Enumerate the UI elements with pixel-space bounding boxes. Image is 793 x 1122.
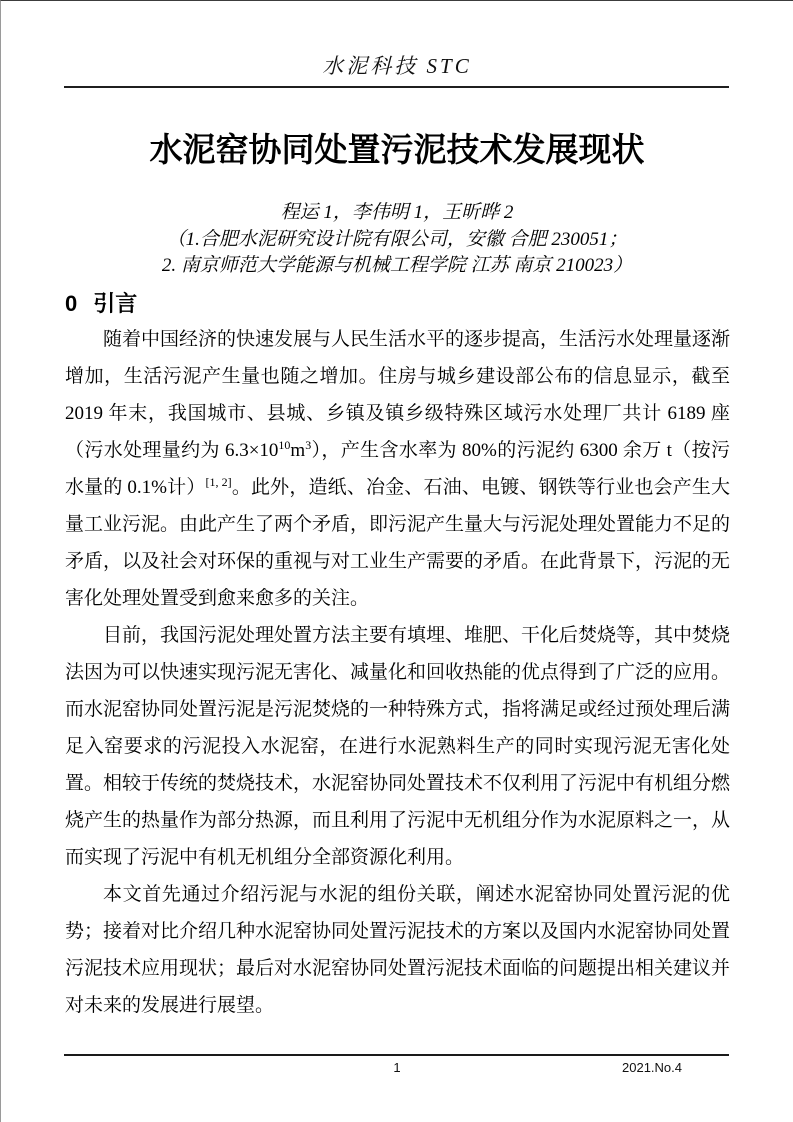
section-heading: [65, 287, 137, 318]
affiliation-line-1: （1.合肥水泥研究设计院有限公司，安徽 合肥 230051；: [166, 229, 628, 250]
journal-header: 水泥科技 STC: [322, 54, 472, 78]
footer-rule: [64, 1054, 729, 1056]
article-title: 水泥窑协同处置污泥技术发展现状: [149, 131, 645, 168]
section-title: 引言: [93, 291, 138, 316]
paragraph: 本文首先通过介绍污泥与水泥的组份关联，阐述水泥窑协同处置污泥的优势；接着对比介绍几种水泥窑协同处置污泥技术的方案以及国内水泥窑协同处置污泥技术应用现状；最后对水泥窑协同处置污泥技术面临的问题提出相关建议并对未来的发展进行展望。: [65, 884, 731, 1016]
header-rule: [64, 86, 729, 88]
authors-line: 程运 1，李伟明 1，王昕晔 2: [280, 202, 514, 223]
footer-issue-label: 2021.No.4: [622, 1060, 682, 1075]
paragraph: 随着中国经济的快速发展与人民生活水平的逐步提高，生活污水处理量逐渐增加，生活污泥产生量也随之增加。住房与城乡建设部公布的信息显示，截至 2019 年末，我国城市、县城、乡镇及镇乡级特殊区域污水处理厂共计 6189 座（污水处理量约为 $6.3\times 10^{10}m^3$），产生含水率为 80%的污泥约 6300 余万 t（按污水量的 0.1%计）[1, 2]。此外，造纸、冶金、石油、电镀、钢铁等行业也会产生大量工业污泥。由此产生了两个矛盾，即污泥产生量大与污泥处理处置能力不足的矛盾，以及社会对环保的重视与对工业生产需要的矛盾。在此背景下，污泥的无害化处理处置受到愈来愈多的关注。: [65, 329, 731, 609]
footer-page-number: 1: [393, 1060, 401, 1075]
article-body: [65, 321, 730, 1024]
section-number: 0: [65, 291, 78, 316]
superscript-reference: 10: [278, 438, 291, 452]
paragraph: 目前，我国污泥处理处置方法主要有填埋、堆肥、干化后焚烧等，其中焚烧法因为可以快速实现污泥无害化、减量化和回收热能的优点得到了广泛的应用。而水泥窑协同处置污泥是污泥焚烧的一种特殊方式，指将满足或经过预处理后满足入窑要求的污泥投入水泥窑，在进行水泥熟料生产的同时实现污泥无害化处置。相较于传统的焚烧技术，水泥窑协同处置技术不仅利用了污泥中有机组分燃烧产生的热量作为部分热源，而且利用了污泥中无机组分作为水泥原料之一，从而实现了污泥中有机无机组分全部资源化利用。: [65, 625, 731, 868]
superscript-reference: [1, 2]: [205, 475, 232, 489]
affiliation-line-2: 2. 南京师范大学能源与机械工程学院 江苏 南京 210023）: [161, 255, 633, 276]
superscript-reference: 3: [305, 438, 312, 452]
